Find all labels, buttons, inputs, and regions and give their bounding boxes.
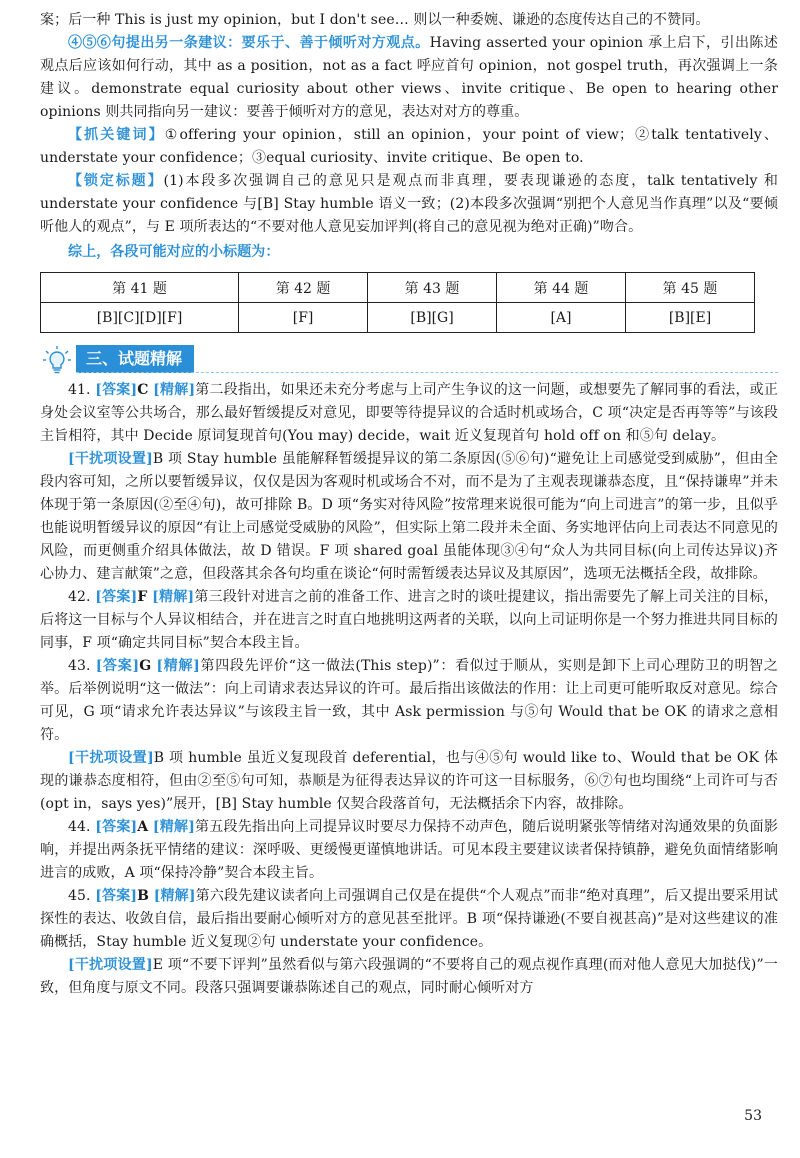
section-header — [40, 343, 778, 379]
question-number: 41. — [68, 382, 91, 398]
distractor-label: [干扰项设置] — [68, 750, 154, 766]
answer-label: [答案] — [95, 658, 140, 674]
document-page — [40, 0, 778, 1000]
table-row — [41, 303, 755, 333]
answer-41 — [40, 379, 778, 448]
table-header-cell: 第 42 题 — [239, 273, 368, 303]
answer-42 — [40, 586, 778, 655]
paragraph-lock-title — [40, 170, 778, 239]
distractor-text: E 项“不要下评判”虽然看似与第六段强调的“不要将自己的观点视作真理(而对他人意见大加挞伐)”一致，但角度与原文不同。段落只强调要谦恭陈述自己的观点，同时耐心倾听对方 — [40, 957, 778, 996]
paragraph-continuation: 案；后一种 This is just my opinion，but I don't see… 则以一种委婉、谦逊的态度传达自己的不赞同。 — [40, 12, 710, 28]
table-cell: [B][C][D][F] — [41, 303, 239, 333]
table-header-cell: 第 41 题 — [41, 273, 239, 303]
answer-value: F — [137, 589, 148, 605]
suggestion-lead: ④⑤⑥句提出另一条建议：要乐于、善于倾听对方观点。 — [68, 35, 430, 51]
paragraph-keywords — [40, 124, 778, 170]
distractor-text: B 项 Stay humble 虽能解释暂缓提异议的第二条原因(⑤⑥句)“避免让上司感觉受到威胁”，但由全段内容可知，之所以要暂缓异议，仅仅是因为客观时机或场合不对，而不是为了主观表现谦恭态度，且“保持谦卑”并未体现于第一条原因(②至④句)，故可排除 B。D 项“务实对待风险”按常理来说很可能为“向上司进言”的第一步，且似乎也能说明暂缓异议的原因“有让上司感觉受威胁的风险”，但实际上第二段并未全面、务实地评估向上司表达不同意见的风险，而更侧重介绍具体做法，故 D 错误。F 项 shared goal 虽能体现③④句“众人为共同目标(向上司传达异议)齐心协力、建言献策”之意，但段落其余各句均重在谈论“何时需暂缓表达异议及其原因”，选项无法概括全段，故排除。 — [40, 451, 778, 582]
table-header-cell: 第 43 题 — [368, 273, 497, 303]
distractor-45 — [40, 954, 778, 1000]
table-cell: [B][G] — [368, 303, 497, 333]
explain-text: 第五段先指出向上司提异议时要尽力保持不动声色，随后说明紧张等情绪对沟通效果的负面影响，并提出两条抚平情绪的建议：深呼吸、更缓慢更谨慎地讲话。可见本段主要建议读者保持镇静，避免负面情绪影响进言的成败，A 项“保持冷静”契合本段主旨。 — [40, 819, 778, 881]
answer-44 — [40, 816, 778, 885]
distractor-text: B 项 humble 虽近义复现段首 deferential，也与④⑤句 would like to、Would that be OK 体现的谦恭态度相符，但由②至⑤句可知，恭顺是为征得表达异议的许可这一目标服务，⑥⑦句也均围绕“上司许可与否(opt in，says yes)”展开，[B] Stay humble 仅契合段落首句，无法概括余下内容，故排除。 — [40, 750, 778, 812]
summary-heading: 综上，各段可能对应的小标题为： — [68, 244, 280, 260]
answer-label: [答案] — [95, 819, 138, 835]
explain-label: [精解] — [156, 658, 200, 674]
explain-label: [精解] — [152, 589, 195, 605]
explain-text: 第六段先建议读者向上司强调自己仅是在提供“个人观点”而非“绝对真理”，后又提出要采用试探性的表达、收敛自信，最后指出要耐心倾听对方的意见甚至批评。B 项“保持谦逊(不要自视甚高)”是对这些建议的准确概括，Stay humble 近义复现②句 understate your confidence。 — [40, 888, 778, 950]
distractor-43 — [40, 747, 778, 816]
answer-label: [答案] — [95, 589, 138, 605]
distractor-41 — [40, 448, 778, 586]
section-divider — [76, 372, 778, 373]
answer-table — [40, 272, 755, 333]
explain-label: [精解] — [153, 382, 196, 398]
table-header-cell: 第 45 题 — [625, 273, 754, 303]
keywords-tag: 【抓关键词】 — [68, 127, 165, 143]
answer-value: A — [137, 819, 149, 835]
table-cell: [A] — [497, 303, 626, 333]
explain-label: [精解] — [153, 888, 196, 904]
answer-value: G — [139, 658, 152, 674]
answer-value: B — [137, 888, 150, 904]
question-number: 43. — [68, 658, 91, 674]
answer-label: [答案] — [95, 382, 138, 398]
answer-43 — [40, 655, 778, 747]
lock-title-tag: 【锁定标题】 — [68, 173, 164, 189]
section-title: 三、试题精解 — [76, 345, 194, 373]
explain-label: [精解] — [152, 819, 195, 835]
paragraph-suggestion — [40, 32, 778, 124]
page-number: 53 — [744, 1108, 762, 1124]
keywords-text: ①offering your opinion，still an opinion，your point of view；②talk tentatively、understate your confidence；③equal curiosity、invite critique、Be open to. — [40, 127, 778, 166]
explain-text: 第四段先评价“这一做法(This step)”：看似过于顺从，实则是卸下上司心理防卫的明智之举。后举例说明“这一做法”：向上司请求表达异议的许可。最后指出该做法的作用：让上司更可能听取反对意见。综合可见，G 项“请求允许表达异议”与该段主旨一致，其中 Ask permission 与⑤句 Would that be OK 的请求之意相符。 — [40, 658, 778, 743]
suggestion-text: Having asserted your opinion 承上启下，引出陈述观点后应该如何行动，其中 as a position，not as a fact 呼应首句 opinion，not gospel truth，再次强调上一条建议。demonstrate equal curiosity about other views、invite critique、Be open to hearing other opinions 则共同指向另一建议：要善于倾听对方的意见，表达对对方的尊重。 — [40, 35, 778, 120]
lightbulb-icon — [42, 345, 72, 379]
distractor-label: [干扰项设置] — [68, 451, 153, 467]
question-number: 42. — [68, 589, 91, 605]
table-header-row — [41, 273, 755, 303]
question-number: 44. — [68, 819, 91, 835]
answer-45 — [40, 885, 778, 954]
answer-value: C — [137, 382, 149, 398]
table-header-cell: 第 44 题 — [497, 273, 626, 303]
explain-text: 第二段指出，如果还未充分考虑与上司产生争议的这一问题，或想要先了解同事的看法，或正身处会议室等公共场合，那么最好暂缓提反对意见，即要等待提异议的合适时机或场合，C 项“决定是否再等等”与该段主旨相符，其中 Decide 原词复现首句(You may) decide，wait 近义复现首句 hold off on 和⑤句 delay。 — [40, 382, 778, 444]
answer-label: [答案] — [95, 888, 138, 904]
lock-title-text: (1)本段多次强调自己的意见只是观点而非真理，要表现谦逊的态度，talk tentatively 和 understate your confidence 与[B] Stay humble 语义一致；(2)本段多次强调“别把个人意见当作真理”以及“要倾听他人的观点”，与 E 项所表达的“不要对他人意见妄加评判(将自己的意见视为绝对正确)”吻合。 — [40, 173, 779, 235]
table-cell: [B][E] — [625, 303, 754, 333]
distractor-label: [干扰项设置] — [68, 957, 153, 973]
question-number: 45. — [68, 888, 91, 904]
table-cell: [F] — [239, 303, 368, 333]
explain-text: 第三段针对进言之前的准备工作、进言之时的谈吐提建议，指出需要先了解上司关注的目标，后将这一目标与个人异议相结合，并在进言之时直白地挑明这两者的关联，以向上司证明你是一个努力推进共同目标的同事，F 项“确定共同目标”契合本段主旨。 — [40, 589, 778, 651]
